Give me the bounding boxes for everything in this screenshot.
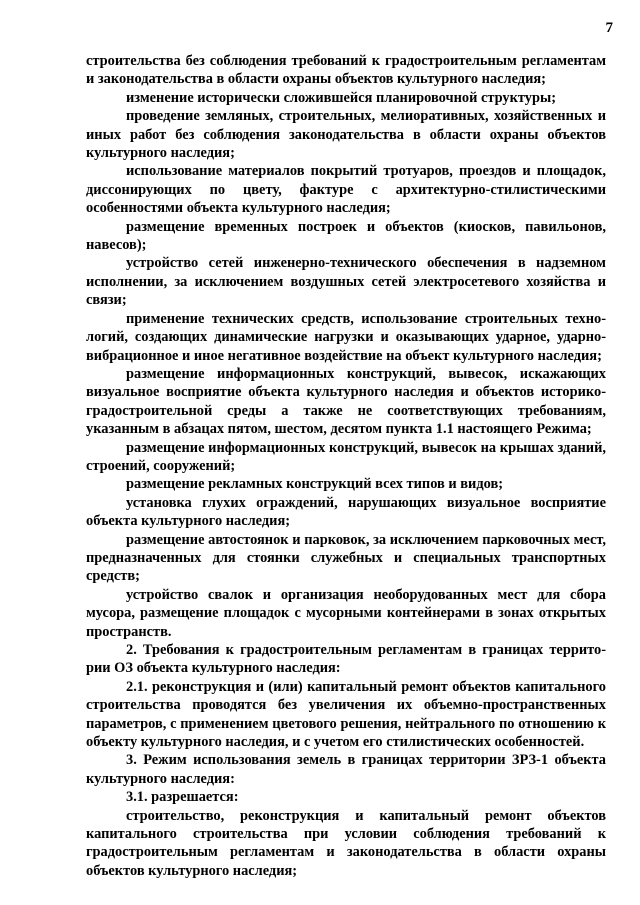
paragraph: применение технических средств, использование строительных технологий, создающих динамические нагрузки и оказывающих ударное, ударно-вибрационное и иное негативное воздействие на объект культурного наследия; xyxy=(86,310,606,364)
paragraph: устройство сетей инженерно-технического обеспечения в надземном исполнении, за исключением воздушных сетей электросетевого хозяйства и связи; xyxy=(86,255,606,309)
paragraph: 2.1. реконструкция и (или) капитальный ремонт объектов капитального строительства проводятся без увеличения их объемно-пространственных параметров, с применением цветового решения, нейтрального по отношению к объекту культурного наследия, и с учетом его стилистических особенностей. xyxy=(86,678,606,751)
paragraph: размещение информационных конструкций, вывесок на крышах зданий, строений, сооружений; xyxy=(86,439,606,474)
paragraph: размещение автостоянок и парковок, за исключением парковочных мест, предназначенных для стоянки служебных и специальных транспортных средств; xyxy=(86,531,606,585)
paragraph: размещение временных построек и объектов (киосков, павильонов, навесов); xyxy=(86,218,606,254)
paragraph: 3. Режим использования земель в границах территории ЗРЗ-1 объекта культурного наследия: xyxy=(86,752,606,787)
paragraph: устройство свалок и организация необорудованных мест для сбора мусора, размещение площадок с мусорными контейнерами в зонах открытых пространств. xyxy=(86,586,606,640)
paragraph: использование материалов покрытий тротуаров, проездов и площадок, диссонирующих по цвету, фактуре с архитектурно-стилистическими особенностями объекта культурного наследия; xyxy=(86,163,606,217)
paragraph: 3.1. разрешается: xyxy=(126,789,239,806)
document-body xyxy=(86,52,606,880)
paragraph: изменение исторически сложившейся планировочной структуры; xyxy=(126,89,557,106)
paragraph: строительство, реконструкция и капитальный ремонт объектов капитального строительства при условии соблюдения требований к градостроительным регламентам и законодательства в области охраны объектов культурного наследия; xyxy=(86,807,606,879)
paragraph: размещение информационных конструкций, вывесок, искажающих визуальное восприятие объекта культурного наследия и объектов историко-градостроительной среды а также не соответствующих требованиям, указанным в абзацах пятом, шестом, десятом пункта 1.1 настоящего Режима; xyxy=(86,365,606,438)
paragraph: строительства без соблюдения требований к градостроительным регламентам и законодательства в области охраны объектов культурного наследия; xyxy=(86,53,606,88)
paragraph: размещение рекламных конструкций всех типов и видов; xyxy=(126,476,504,493)
paragraph: установка глухих ограждений, нарушающих визуальное восприятие объекта культурного наследия; xyxy=(86,494,606,530)
paragraph: проведение земляных, строительных, мелиоративных, хозяйственных и иных работ без соблюдения законодательства в области охраны объектов культурного наследия; xyxy=(86,108,606,162)
page-number: 7 xyxy=(605,20,613,36)
paragraph: 2. Требования к градостроительным регламентам в границах территории ОЗ объекта культурного наследия: xyxy=(86,642,606,677)
